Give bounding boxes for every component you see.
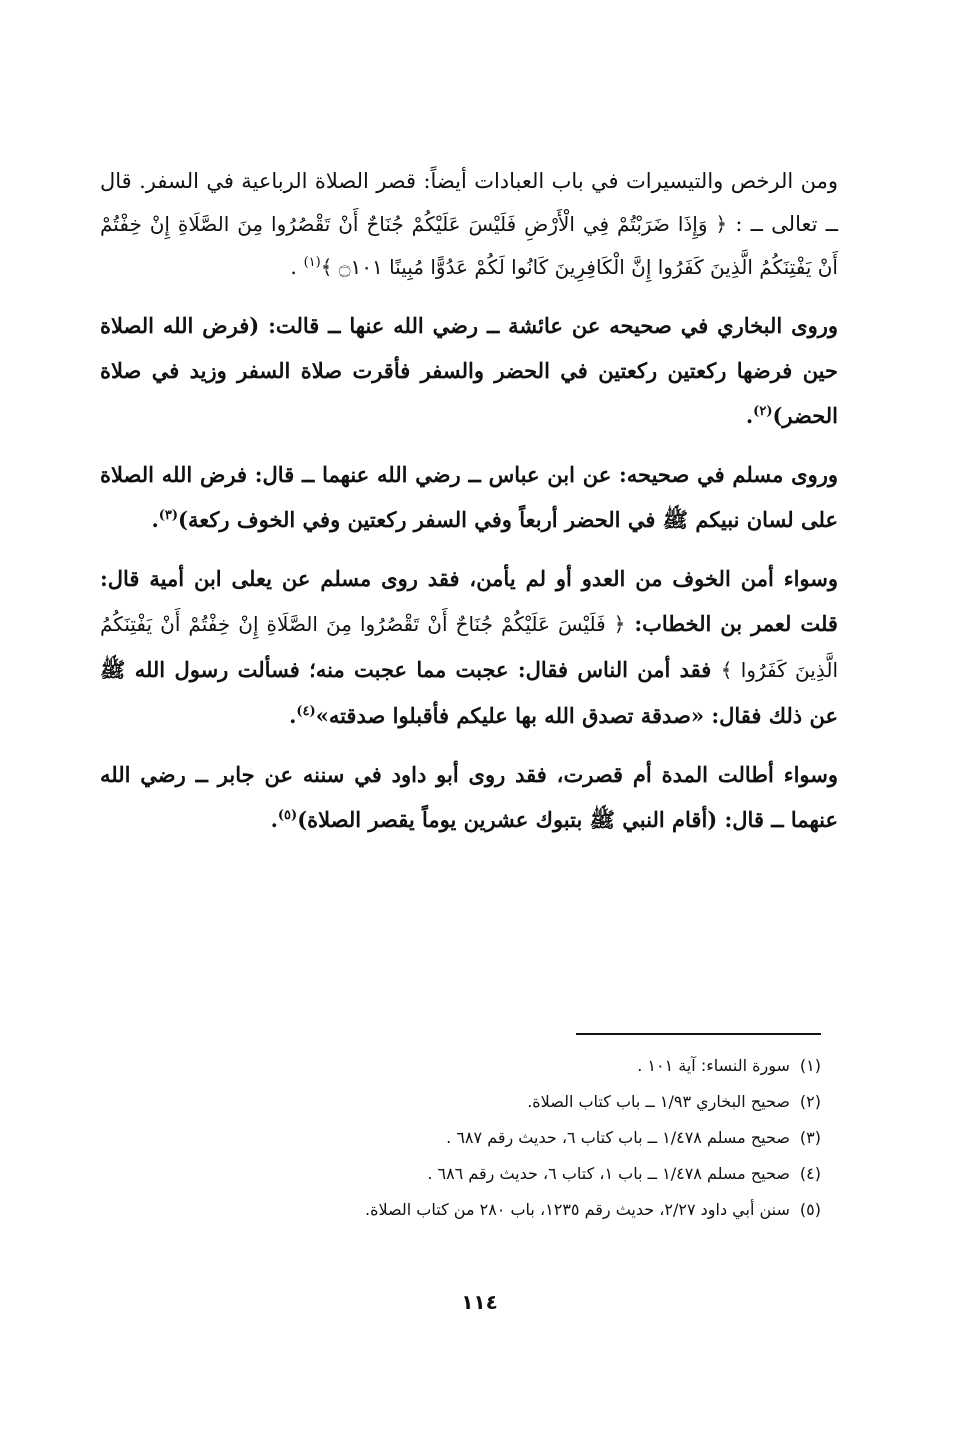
paragraph — [100, 752, 838, 842]
footnote-text: صحيح البخاري ١/٩٣ ــ باب كتاب الصلاة. — [527, 1092, 790, 1111]
footnote-item — [101, 1048, 821, 1084]
quran-verse: ﴿ فَلَيْسَ عَلَيْكُمْ جُنَاحٌ أَنْ تَقْصُرُوا مِنَ الصَّلَاةِ إِنْ خِفْتُمْ أَنْ يَفْتِنَكُمُ الَّذِينَ كَفَرُوا ﴾ — [100, 612, 838, 682]
footnote-reference: (٤) — [296, 704, 316, 719]
page-number: ١١٤ — [461, 1290, 498, 1314]
footnote-item — [101, 1084, 821, 1120]
footnote-reference: (٣) — [158, 508, 179, 523]
paragraph-text: . — [745, 403, 754, 428]
quran-verse: ﴿ وَإِذَا ضَرَبْتُمْ فِي الْأَرْضِ فَلَيْسَ عَلَيْكُمْ جُنَاحٌ أَنْ تَقْصُرُوا مِنَ الصَّلَاةِ إِنْ خِفْتُمْ أَنْ يَفْتِنَكُمُ الَّذِينَ كَفَرُوا إِنَّ الْكَافِرِينَ كَانُوا لَكُمْ عَدُوًّا مُبِينًا ۝١٠١ ﴾ — [100, 212, 838, 279]
footnote-text: صحيح مسلم ١/٤٧٨ ــ باب ١، كتاب ٦، حديث رقم ٦٨٦ . — [427, 1164, 790, 1183]
footnote-reference: (١) — [303, 255, 321, 270]
paragraph-text: وسواء أطالت المدة أم قصرت، فقد روى أبو داود في سننه عن جابر ــ رضي الله عنهما ــ قال: (أقام النبي ﷺ بتبوك عشرين يوماً يقصر الصلاة) — [100, 762, 838, 832]
footnote-reference: (٢) — [753, 404, 773, 419]
page-body — [100, 160, 838, 856]
paragraph-text: وروى مسلم في صحيحه: عن ابن عباس ــ رضي الله عنهما ــ قال: فرض الله الصلاة على لسان نبيكم ﷺ في الحضر أربعاً وفي السفر ركعتين وفي الخوف ركعة) — [100, 462, 838, 532]
paragraph-text: فقد أمن الناس فقال: عجبت مما عجبت منه؛ فسألت رسول الله ﷺ عن ذلك فقال: «صدقة تصدق الله بها عليكم فأقبلوا صدقته» — [100, 657, 838, 728]
footnote-text: سورة النساء: آية ١٠١ . — [637, 1056, 790, 1075]
paragraph — [100, 452, 838, 542]
paragraph-text: ومن الرخص والتيسيرات في باب العبادات أيضاً: قصر الصلاة الرباعية في السفر. قال ــ تعالى ــ : — [100, 169, 838, 236]
footnote-separator — [576, 1033, 821, 1035]
paragraph-text: وسواء أمن الخوف من العدو أو لم يأمن، فقد روى مسلم عن يعلى ابن أمية قال: قلت لعمر بن الخطاب: — [100, 566, 838, 636]
footnote-reference: (٥) — [277, 808, 298, 823]
paragraph — [100, 556, 838, 738]
footnote-item — [101, 1192, 821, 1228]
footnote-item — [101, 1120, 821, 1156]
footnotes — [101, 1048, 821, 1228]
footnote-number: (٢) — [799, 1092, 821, 1111]
footnote-number: (٣) — [799, 1128, 821, 1147]
paragraph-text: . — [270, 807, 278, 832]
paragraph-text: . — [151, 507, 159, 532]
paragraph-text: وروى البخاري في صحيحه عن عائشة ــ رضي الله عنها ــ قالت: (فرض الله الصلاة حين فرضها ركعتين ركعتين في الحضر والسفر فأقرت صلاة السفر وزيد في صلاة الحضر) — [100, 313, 838, 428]
paragraph — [100, 303, 838, 438]
footnote-number: (١) — [799, 1056, 821, 1075]
footnote-number: (٥) — [799, 1200, 821, 1219]
footnote-text: سنن أبي داود ٢/٢٧، حديث رقم ١٢٣٥، باب ٢٨٠ من كتاب الصلاة. — [365, 1200, 790, 1219]
footnote-item — [101, 1156, 821, 1192]
paragraph-text: . — [290, 255, 304, 279]
footnote-number: (٤) — [799, 1164, 821, 1183]
paragraph — [100, 160, 838, 289]
paragraph-text: . — [289, 703, 297, 728]
footnote-text: صحيح مسلم ١/٤٧٨ ــ باب كتاب ٦، حديث رقم ٦٨٧ . — [446, 1128, 790, 1147]
